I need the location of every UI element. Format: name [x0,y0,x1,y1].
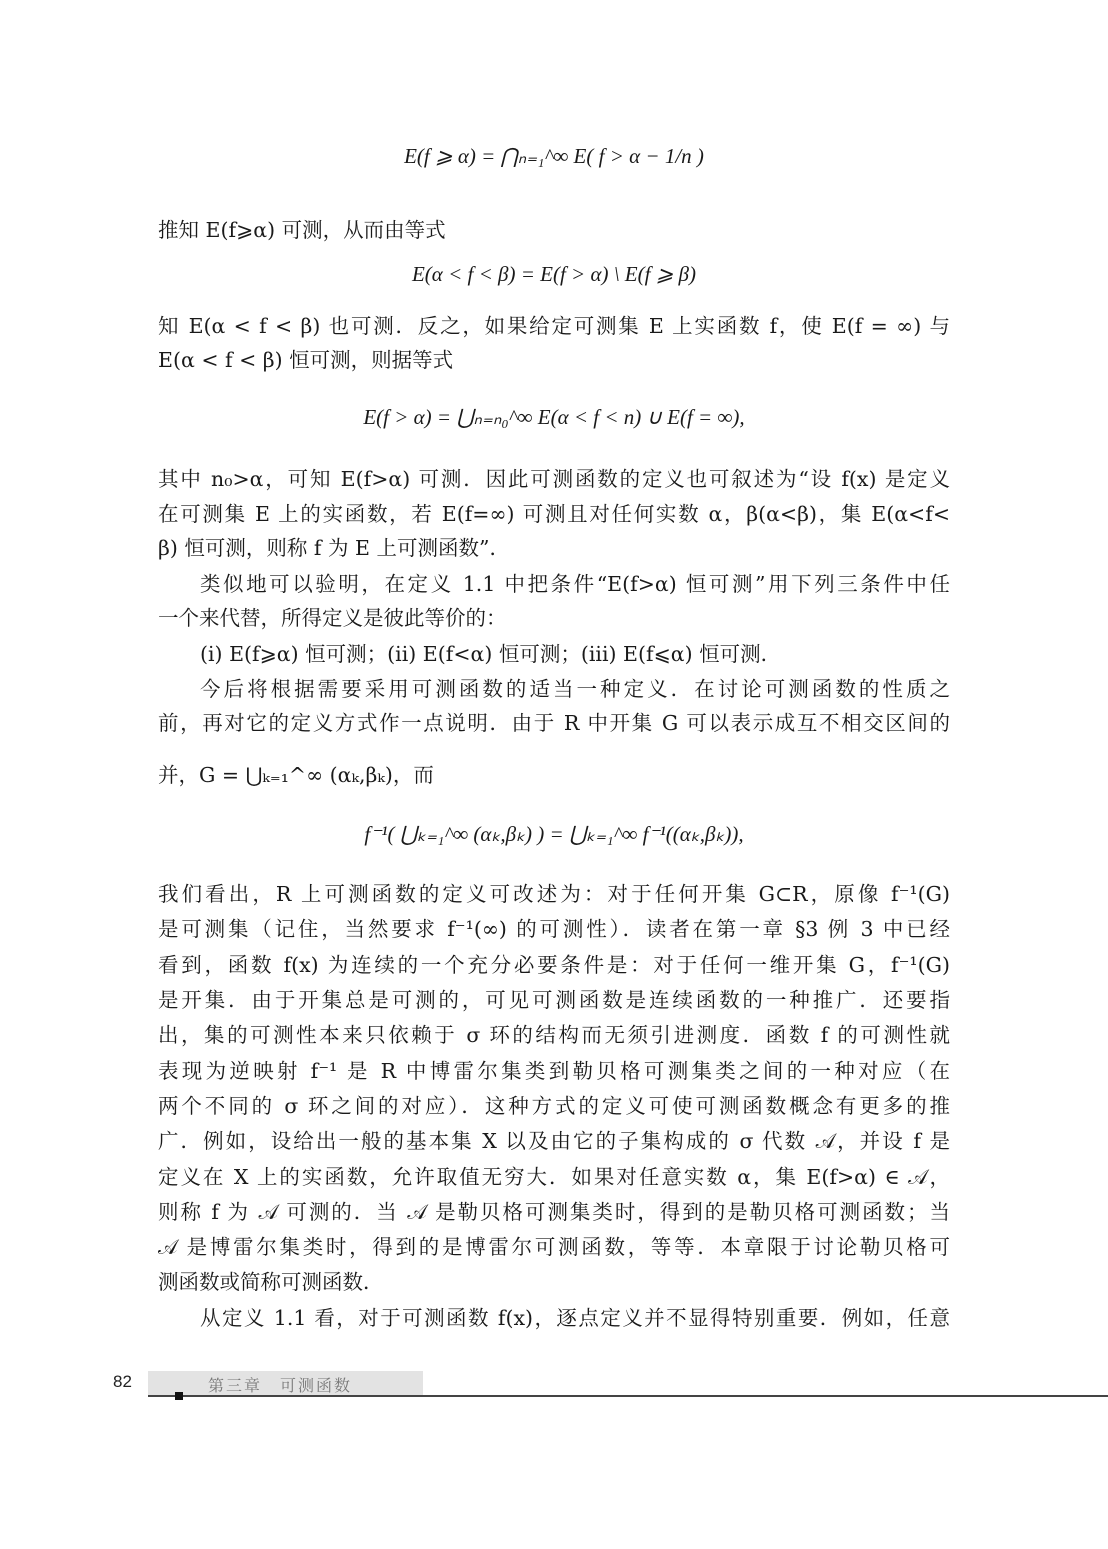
text-line: 并，G = ⋃ₖ₌₁^∞ (αₖ,βₖ)，而 [158,763,434,787]
text-line: 出，集的可测性本来只依赖于 σ 环的结构而无须引进测度．函数 f 的可测性就 [158,1023,950,1047]
text-line: 𝒜 是博雷尔集类时，得到的是博雷尔可测函数，等等．本章限于讨论勒贝格可 [158,1235,950,1259]
text-line: 是可测集（记住，当然要求 f⁻¹(∞) 的可测性）．读者在第一章 §3 例 3 中已经 [158,917,950,941]
text-line: 广．例如，设给出一般的基本集 X 以及由它的子集构成的 σ 代数 𝒜，并设 f 是 [158,1129,950,1153]
text-line: 知 E(α < f < β) 也可测．反之，如果给定可测集 E 上实函数 f，使 E(f = ∞) 与 [158,314,950,338]
text-line: 今后将根据需要采用可测函数的适当一种定义．在讨论可测函数的性质之 [200,677,950,701]
text-line: 在可测集 E 上的实函数，若 E(f=∞) 可测且对任何实数 α，β(α<β)，集 E(α<f< [158,502,950,526]
text-line: 前，再对它的定义方式作一点说明．由于 R 中开集 G 可以表示成互不相交区间的 [158,711,950,735]
text-line: 从定义 1.1 看，对于可测函数 f(x)，逐点定义并不显得特别重要．例如，任意 [200,1306,950,1330]
text-line: (i) E(f⩾α) 恒可测；(ii) E(f<α) 恒可测；(iii) E(f⩽α) 恒可测． [200,642,782,666]
text-line: E(α < f < β) 恒可测，则据等式 [158,348,454,372]
footer-square-icon [175,1392,183,1400]
text-line: 则称 f 为 𝒜 可测的．当 𝒜 是勒贝格可测集类时，得到的是勒贝格可测函数；当 [158,1200,950,1224]
page-number: 82 [113,1372,132,1391]
equation-difference: E(α < f < β) = E(f > α) \ E(f ⩾ β) [411,262,697,286]
text-line: 一个来代替，所得定义是彼此等价的： [158,606,507,630]
text-line: 其中 n₀>α，可知 E(f>α) 可测．因此可测函数的定义也可叙述为“设 f(x) 是定义 [158,467,950,491]
equation-preimage: f⁻¹( ⋃ₖ₌₁^∞ (αₖ,βₖ) ) = ⋃ₖ₌₁^∞ f⁻¹((αₖ,βₖ)), [364,822,744,846]
chapter-title: 第三章 可测函数 [208,1376,353,1395]
equation-intersection: E(f ⩾ α) = ⋂ₙ₌₁^∞ E( f > α − 1/n ) [404,144,704,168]
text-line: 我们看出，R 上可测函数的定义可改述为：对于任何开集 G⊂R，原像 f⁻¹(G) [158,882,950,906]
text-line: 定义在 X 上的实函数，允许取值无穷大．如果对任意实数 α，集 E(f>α) ∈ 𝒜， [158,1165,950,1189]
text-line: 是开集．由于开集总是可测的，可见可测函数是连续函数的一种推广．还要指 [158,988,950,1012]
text-line: 表现为逆映射 f⁻¹ 是 R 中博雷尔集类到勒贝格可测集类之间的一种对应（在 [158,1059,950,1083]
text-line: β) 恒可测，则称 f 为 E 上可测函数”． [158,536,510,560]
equation-union: E(f > α) = ⋃ₙ₌ₙ₀^∞ E(α < f < n) ∪ E(f = ∞), [363,405,745,429]
text-line: 测函数或简称可测函数． [158,1270,384,1294]
text-line: 类似地可以验明，在定义 1.1 中把条件“E(f>α) 恒可测”用下列三条件中任 [200,572,950,596]
text-line: 两个不同的 σ 环之间的对应）．这种方式的定义可使可测函数概念有更多的推 [158,1094,950,1118]
text-line: 看到，函数 f(x) 为连续的一个充分必要条件是：对于任何一维开集 G，f⁻¹(G) [158,953,950,977]
text-line: 推知 E(f⩾α) 可测，从而由等式 [158,218,446,242]
